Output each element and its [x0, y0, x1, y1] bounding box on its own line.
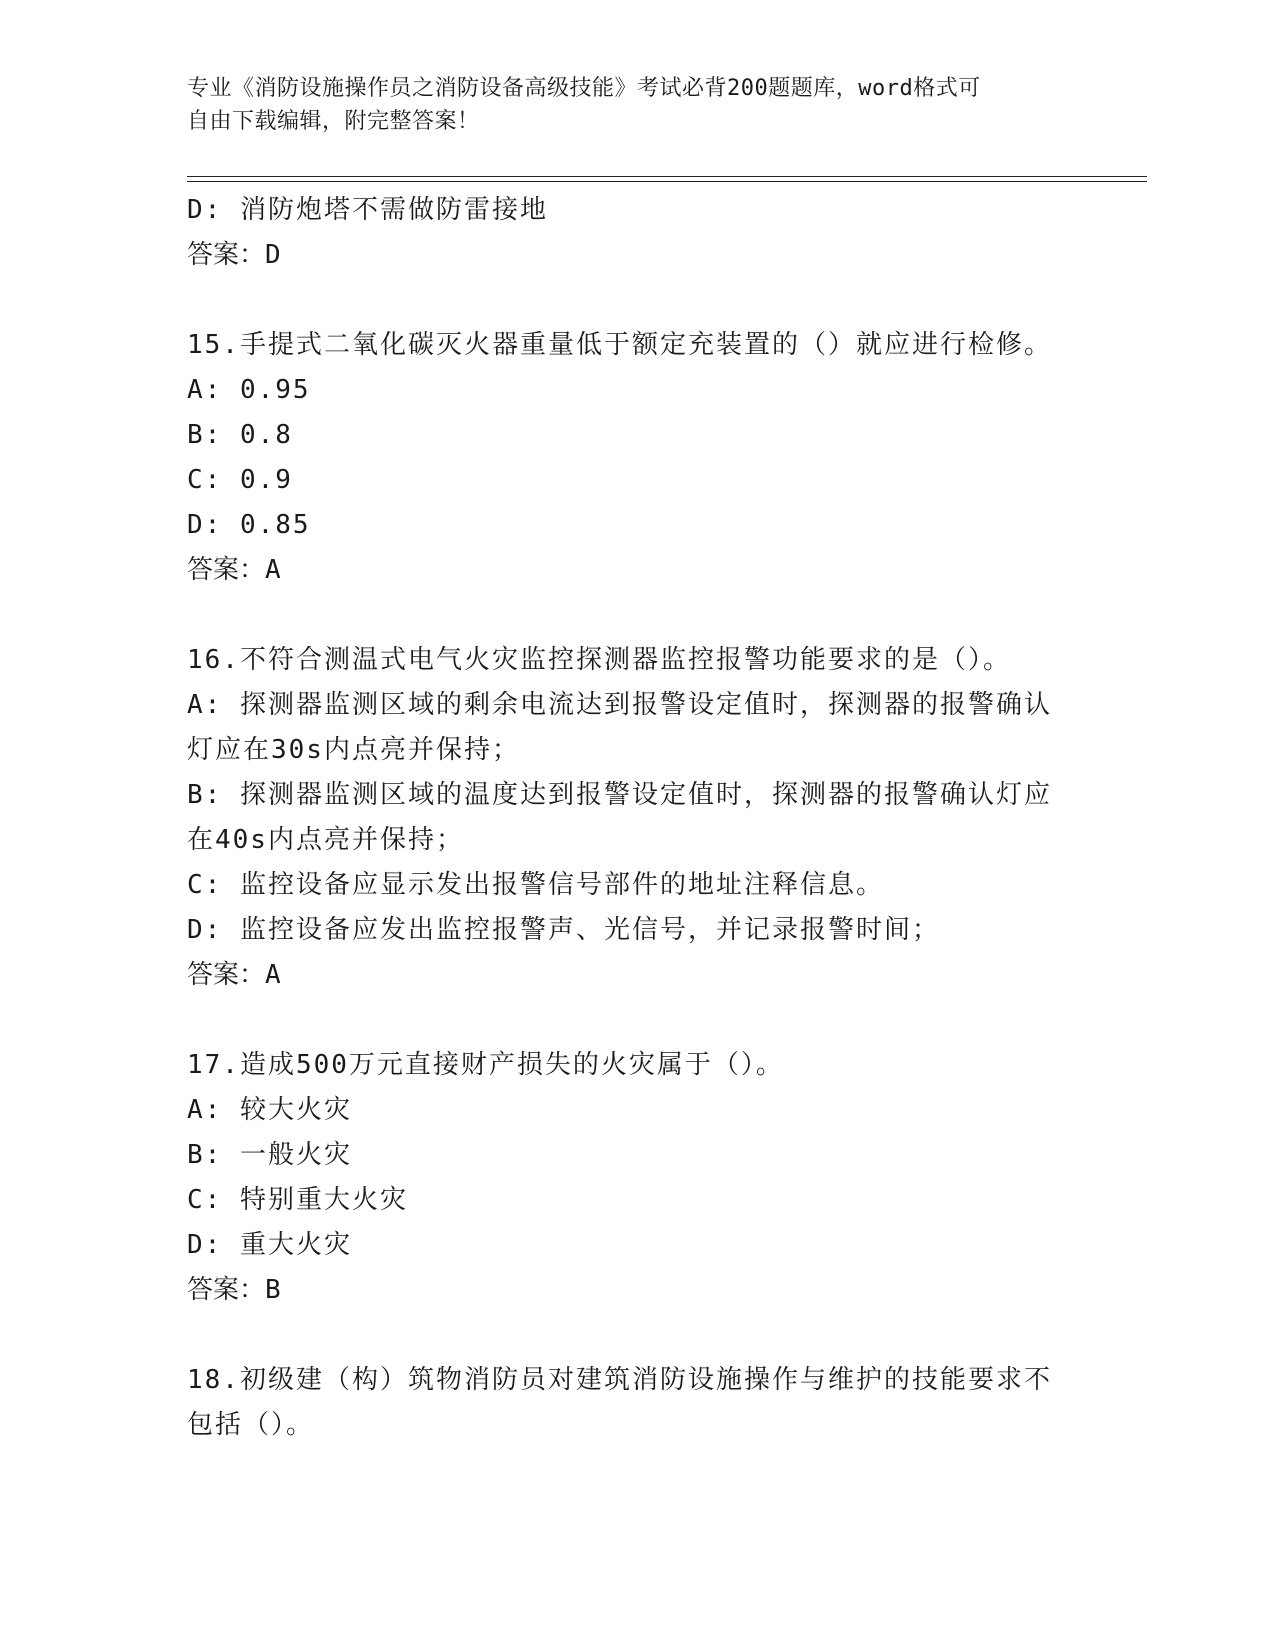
question-stem: 17.造成500万元直接财产损失的火灾属于（）。	[187, 1050, 784, 1080]
question-answer	[187, 953, 1087, 998]
question-answer	[187, 1268, 1087, 1313]
question-option: A: 探测器监测区域的剩余电流达到报警设定值时，探测器的报警确认	[187, 690, 1052, 720]
answer-value: D	[265, 240, 283, 270]
answer-value: A	[265, 960, 283, 990]
question-option: B: 探测器监测区域的温度达到报警设定值时，探测器的报警确认灯应	[187, 780, 1052, 810]
question-stem: 15.手提式二氧化碳灭火器重量低于额定充装置的（）就应进行检修。	[187, 330, 1052, 360]
question-block	[187, 638, 1087, 998]
question-answer	[187, 548, 1087, 593]
previous-answer	[187, 233, 1087, 278]
previous-option-d: D: 消防炮塔不需做防雷接地	[187, 195, 548, 225]
question-option: 在40s内点亮并保持；	[187, 825, 464, 855]
header-line-1: 专业《消防设施操作员之消防设备高级技能》考试必背200题题库，word格式可	[187, 76, 981, 101]
document-header	[187, 72, 1067, 138]
question-stem: 包括（）。	[187, 1410, 315, 1440]
question-stem: 16.不符合测温式电气火灾监控探测器监控报警功能要求的是（）。	[187, 645, 1011, 675]
answer-label: 答案：	[187, 555, 266, 585]
answer-label: 答案：	[187, 240, 266, 270]
question-option: D: 0.85	[187, 510, 311, 540]
question-content	[187, 188, 1087, 1448]
header-rule-bottom	[187, 181, 1147, 182]
question-option: D: 重大火灾	[187, 1230, 352, 1260]
header-line-2: 自由下载编辑，附完整答案！	[187, 109, 480, 134]
question-option: B: 一般火灾	[187, 1140, 352, 1170]
question-option: B: 0.8	[187, 420, 293, 450]
answer-label: 答案：	[187, 960, 266, 990]
question-option: A: 较大火灾	[187, 1095, 352, 1125]
question-option: 灯应在30s内点亮并保持；	[187, 735, 520, 765]
question-block	[187, 1358, 1087, 1448]
question-option: C: 特别重大火灾	[187, 1185, 408, 1215]
question-stem: 18.初级建（构）筑物消防员对建筑消防设施操作与维护的技能要求不	[187, 1365, 1052, 1395]
question-block	[187, 323, 1087, 593]
question-list	[187, 323, 1087, 1448]
answer-value: A	[265, 555, 283, 585]
question-block	[187, 1043, 1087, 1313]
question-option: C: 0.9	[187, 465, 293, 495]
question-option: D: 监控设备应发出监控报警声、光信号，并记录报警时间；	[187, 915, 940, 945]
header-rule-top	[187, 176, 1147, 177]
question-option: A: 0.95	[187, 375, 311, 405]
answer-value: B	[265, 1275, 283, 1305]
question-option: C: 监控设备应显示发出报警信号部件的地址注释信息。	[187, 870, 884, 900]
answer-label: 答案：	[187, 1275, 266, 1305]
